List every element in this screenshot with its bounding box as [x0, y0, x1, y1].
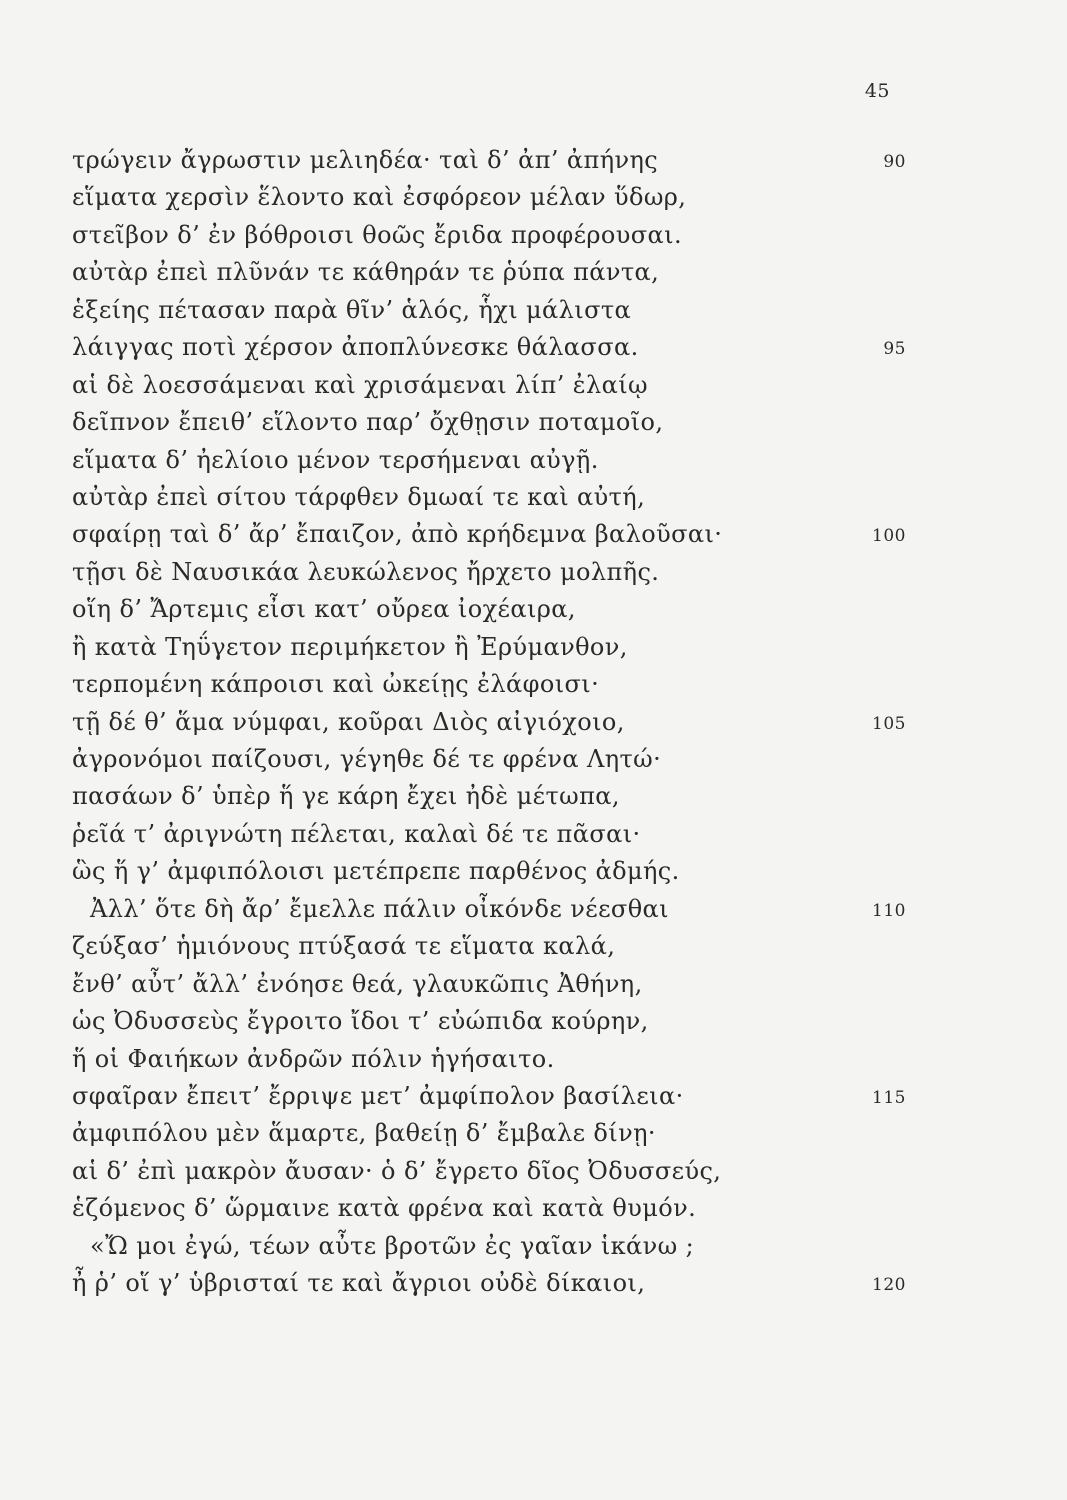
verse-line [72, 591, 912, 628]
verse-text: ζεύξασ’ ἡμιόνους πτύξασά τε εἵματα καλά, [72, 932, 616, 961]
verse-text: ἑζόμενος δ’ ὥρμαινε κατὰ φρένα καὶ κατὰ θυμόν. [72, 1194, 697, 1223]
verse-line [72, 1228, 912, 1265]
verse-line [72, 217, 912, 254]
verse-line [72, 928, 912, 965]
verse-line [72, 741, 912, 778]
verse-text: οἵη δ’ Ἄρτεμις εἶσι κατ’ οὔρεα ἰοχέαιρα, [72, 595, 576, 624]
verse-text: σφαίρῃ ταὶ δ’ ἄρ’ ἔπαιζον, ἀπὸ κρήδεμνα βαλοῦσαι· [72, 520, 723, 549]
verse-text: εἵματα δ’ ἠελίοιο μένον τερσήμεναι αὐγῇ. [72, 445, 599, 474]
verse-text: σφαῖραν ἔπειτ’ ἔρριψε μετ’ ἀμφίπολον βασίλεια· [72, 1081, 684, 1110]
verse-line [72, 329, 912, 366]
verse-line [72, 292, 912, 329]
verse-line [72, 966, 912, 1003]
verse-line [72, 179, 912, 216]
verse-text: «Ὤ μοι ἐγώ, τέων αὖτε βροτῶν ἐς γαῖαν ἱκάνω ; [90, 1231, 695, 1260]
line-number: 120 [872, 1275, 906, 1296]
verse-text: ὣς ἥ γ’ ἀμφιπόλοισι μετέπρεπε παρθένος ἀδμής. [72, 857, 680, 886]
verse-line [72, 1078, 912, 1115]
line-number: 95 [883, 339, 906, 360]
verse-text: τῇσι δὲ Ναυσικάα λευκώλενος ἤρχετο μολπῆς. [72, 557, 660, 586]
verse-line [72, 142, 912, 179]
verse-text: αἱ δ’ ἐπὶ μακρὸν ἄυσαν· ὁ δ’ ἔγρετο δῖος Ὀδυσσεύς, [72, 1156, 722, 1185]
verse-line [72, 891, 912, 928]
verse-text: τρώγειν ἄγρωστιν μελιηδέα· ταὶ δ’ ἀπ’ ἀπήνης [72, 146, 659, 174]
verse-line [72, 778, 912, 815]
verse-line [72, 704, 912, 741]
verse-text: στεῖβον δ’ ἐν βόθροισι θοῶς ἔριδα προφέρουσαι. [72, 220, 682, 249]
verse-line [72, 1115, 912, 1152]
line-number: 110 [872, 900, 906, 921]
verse-block [72, 142, 912, 1303]
line-number: 115 [872, 1087, 906, 1108]
verse-line [72, 666, 912, 703]
verse-line [72, 1003, 912, 1040]
verse-line [72, 367, 912, 404]
verse-text: ἀμφιπόλου μὲν ἅμαρτε, βαθείῃ δ’ ἔμβαλε δίνῃ· [72, 1119, 656, 1148]
page-number: 45 [864, 80, 890, 102]
verse-line [72, 1190, 912, 1227]
verse-text: ἔνθ’ αὖτ’ ἄλλ’ ἐνόησε θεά, γλαυκῶπις Ἀθήνη, [72, 969, 643, 998]
verse-line [72, 442, 912, 479]
verse-line [72, 404, 912, 441]
verse-text: ῥεῖά τ’ ἀριγνώτη πέλεται, καλαὶ δέ τε πᾶσαι· [72, 819, 641, 848]
verse-text: αἱ δὲ λοεσσάμεναι καὶ χρισάμεναι λίπ’ ἐλαίῳ [72, 370, 649, 399]
verse-text: ὡς Ὀδυσσεὺς ἔγροιτο ἴδοι τ’ εὐώπιδα κούρην, [72, 1007, 649, 1036]
verse-text: ἢ κατὰ Τηΰγετον περιμήκετον ἢ Ἐρύμανθον, [72, 632, 628, 661]
verse-line [72, 816, 912, 853]
line-number: 100 [872, 526, 906, 547]
verse-text: ἥ οἱ Φαιήκων ἀνδρῶν πόλιν ἡγήσαιτο. [72, 1044, 555, 1073]
verse-line [72, 1041, 912, 1078]
verse-text: πασάων δ’ ὑπὲρ ἥ γε κάρη ἔχει ἠδὲ μέτωπα, [72, 782, 620, 811]
verse-text: ἀγρονόμοι παίζουσι, γέγηθε δέ τε φρένα Λητώ· [72, 745, 662, 773]
verse-line [72, 479, 912, 516]
verse-text: εἵματα χερσὶν ἕλοντο καὶ ἐσφόρεον μέλαν ὕδωρ, [72, 183, 687, 212]
verse-line [72, 1265, 912, 1302]
verse-line [72, 254, 912, 291]
verse-text: Ἀλλ’ ὅτε δὴ ἄρ’ ἔμελλε πάλιν οἶκόνδε νέεσθαι [90, 894, 669, 923]
verse-line [72, 516, 912, 553]
verse-line [72, 1153, 912, 1190]
verse-text: δεῖπνον ἔπειθ’ εἵλοντο παρ’ ὄχθῃσιν ποταμοῖο, [72, 408, 664, 437]
verse-text: ἑξείης πέτασαν παρὰ θῖν’ ἁλός, ἧχι μάλιστα [72, 295, 632, 324]
verse-text: ἦ ῥ’ οἵ γ’ ὑβρισταί τε καὶ ἄγριοι οὐδὲ δίκαιοι, [72, 1269, 646, 1298]
verse-text: αὐτὰρ ἐπεὶ πλῦνάν τε κάθηράν τε ῥύπα πάντα, [72, 258, 660, 287]
verse-text: τῇ δέ θ’ ἅμα νύμφαι, κοῦραι Διὸς αἰγιόχοιο, [72, 707, 625, 736]
line-number: 90 [883, 152, 906, 172]
verse-line [72, 853, 912, 890]
verse-line [72, 629, 912, 666]
verse-line [72, 554, 912, 591]
line-number: 105 [872, 713, 906, 734]
verse-text: αὐτὰρ ἐπεὶ σίτου τάρφθεν δμωαί τε καὶ αὐτή, [72, 482, 646, 511]
verse-text: λάιγγας ποτὶ χέρσον ἀποπλύνεσκε θάλασσα. [72, 333, 639, 362]
verse-text: τερπομένη κάπροισι καὶ ὠκείῃς ἐλάφοισι· [72, 670, 600, 699]
